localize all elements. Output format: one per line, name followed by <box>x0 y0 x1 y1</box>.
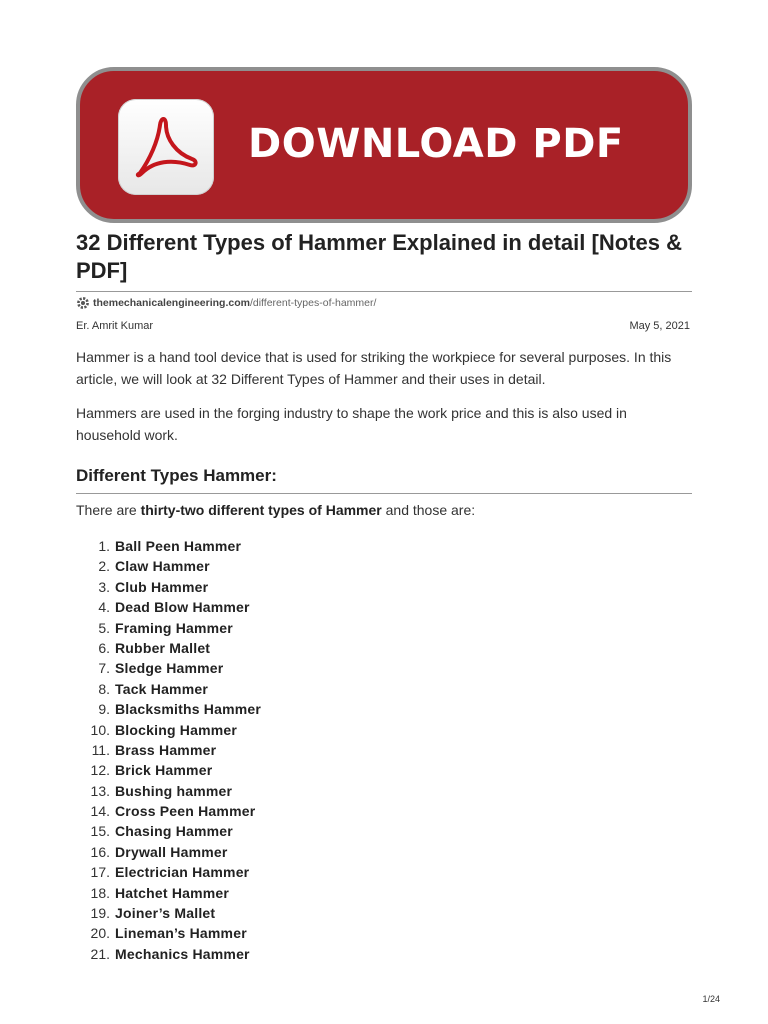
list-item <box>76 536 261 556</box>
list-item-label: Blocking Hammer <box>115 721 238 738</box>
page-title: 32 Different Types of Hammer Explained in detail [Notes & PDF] <box>76 230 682 283</box>
list-item-label: Claw Hammer <box>115 558 210 575</box>
list-item <box>76 556 261 576</box>
list-item <box>76 720 261 740</box>
list-item <box>76 618 261 638</box>
section-heading: Different Types Hammer: <box>76 466 277 485</box>
list-item-label: Electrician Hammer <box>115 864 250 881</box>
list-item-label: Chasing Hammer <box>115 823 233 840</box>
list-item-number: 1. <box>98 538 110 554</box>
list-item <box>76 760 261 780</box>
list-item-number: 8. <box>98 680 110 697</box>
list-item-number: 12. <box>90 762 110 779</box>
list-item-number: 7. <box>98 660 110 677</box>
list-item <box>76 740 261 760</box>
list-item-label: Framing Hammer <box>115 619 233 636</box>
list-item-number: 11. <box>91 741 110 758</box>
list-item-label: Joiner’s Mallet <box>115 905 216 922</box>
list-item <box>76 597 261 617</box>
source-link[interactable] <box>76 296 376 310</box>
list-item-label: Ball Peen Hammer <box>115 538 242 554</box>
list-item <box>76 801 261 821</box>
list-item <box>76 821 261 841</box>
list-item-label: Drywall Hammer <box>115 843 228 860</box>
list-item <box>76 944 261 964</box>
paragraph-forging: Hammers are used in the forging industry to shape the work price and this is also used in household work. <box>76 405 627 443</box>
list-item <box>76 923 261 943</box>
list-item <box>76 862 261 882</box>
list-item-number: 6. <box>98 639 110 656</box>
list-item-number: 20. <box>90 925 110 942</box>
list-item-number: 9. <box>98 701 110 718</box>
list-item <box>76 883 261 903</box>
source-domain: themechanicalengineering.com <box>93 297 250 309</box>
list-intro-bold: thirty-two different types of Hammer <box>140 502 382 518</box>
list-item-label: Mechanics Hammer <box>115 945 250 962</box>
list-item-number: 19. <box>90 905 110 922</box>
list-item-label: Club Hammer <box>115 578 209 595</box>
list-item-number: 16. <box>90 843 110 860</box>
list-item <box>76 903 261 923</box>
list-item <box>76 679 261 699</box>
list-item-label: Blacksmiths Hammer <box>115 701 261 718</box>
list-item-number: 13. <box>90 782 110 799</box>
adobe-pdf-icon <box>118 99 214 195</box>
list-item-number: 18. <box>90 884 110 901</box>
list-item <box>76 699 261 719</box>
gear-icon <box>76 296 90 310</box>
list-item-number: 4. <box>98 599 110 616</box>
list-intro: There are thirty-two different types of Hammer and those are: <box>76 502 476 518</box>
list-item <box>76 577 261 597</box>
list-item <box>76 638 261 658</box>
list-item-number: 5. <box>98 619 110 636</box>
list-item <box>76 781 261 801</box>
page-number: 1/24 <box>702 994 720 1004</box>
list-item-label: Rubber Mallet <box>115 639 211 656</box>
section-divider <box>76 493 692 494</box>
list-item <box>76 658 261 678</box>
banner-text: DOWNLOAD PDF <box>248 121 624 167</box>
list-item-label: Cross Peen Hammer <box>115 803 256 820</box>
list-item <box>76 842 261 862</box>
hammer-types-list <box>76 536 261 964</box>
list-item-number: 2. <box>98 558 110 575</box>
author: Er. Amrit Kumar <box>76 320 154 332</box>
list-item-label: Brass Hammer <box>115 741 217 758</box>
source-path: /different-types-of-hammer/ <box>249 297 377 309</box>
list-item-label: Dead Blow Hammer <box>115 599 250 616</box>
list-item-label: Bushing hammer <box>115 782 233 799</box>
download-pdf-banner[interactable] <box>76 67 692 223</box>
list-item-label: Hatchet Hammer <box>115 884 230 901</box>
list-item-number: 17. <box>90 864 110 881</box>
list-item-label: Brick Hammer <box>115 762 213 779</box>
list-item-label: Tack Hammer <box>115 680 208 697</box>
list-item-number: 21. <box>90 945 110 962</box>
paragraph-intro: Hammer is a hand tool device that is used for striking the workpiece for several purposes. In this article, we will look at 32 Different Types of Hammer and their uses in detail. <box>76 349 672 387</box>
list-item-label: Sledge Hammer <box>115 660 224 677</box>
publish-date: May 5, 2021 <box>629 320 690 332</box>
list-item-label: Lineman’s Hammer <box>115 925 247 942</box>
list-item-number: 15. <box>90 823 110 840</box>
list-item-number: 14. <box>90 803 110 820</box>
title-divider <box>76 291 692 292</box>
list-item-number: 3. <box>98 578 110 595</box>
list-item-number: 10. <box>90 721 110 738</box>
